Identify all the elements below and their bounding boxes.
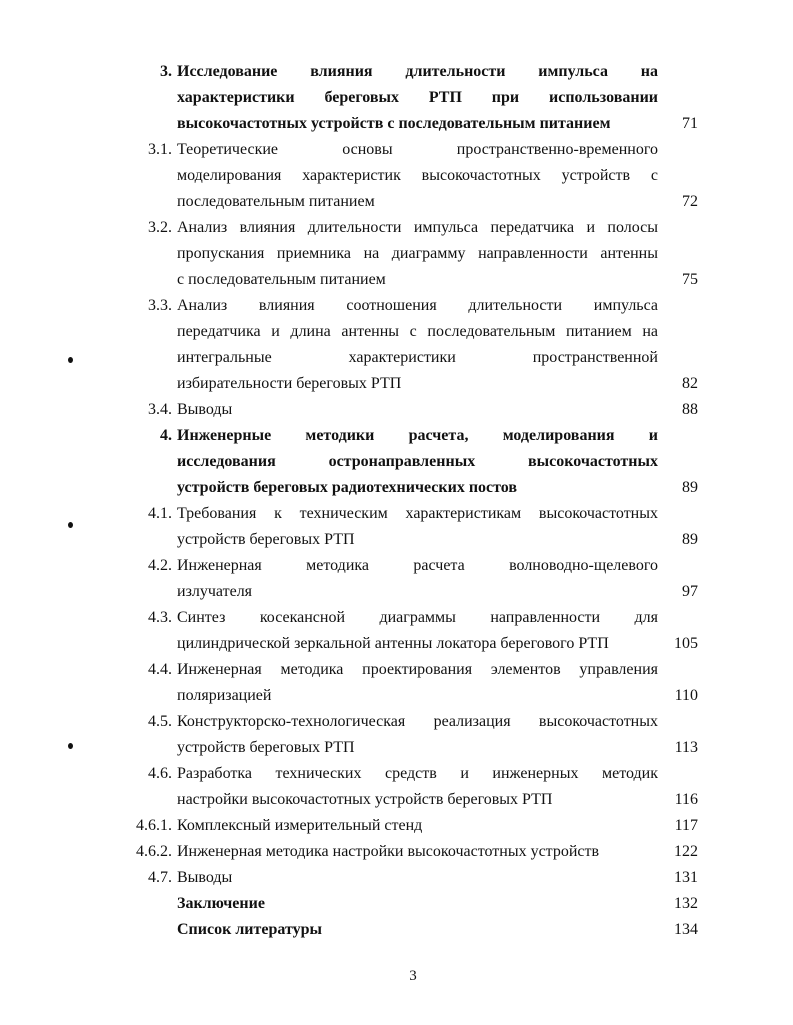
toc-entry-title	[177, 761, 658, 813]
toc-entry-line: устройств береговых РТП	[177, 739, 355, 756]
toc-entry-title	[177, 891, 658, 917]
toc-entry-title	[177, 293, 658, 397]
toc-entry-line: интегральные характеристики пространственной	[177, 349, 658, 366]
toc-entry-line: Конструкторско-технологическая реализация высокочастотных	[177, 713, 658, 730]
toc-entry-title	[177, 917, 658, 943]
toc-entry-line: Теоретические основы пространственно-временного	[177, 141, 658, 158]
toc-entry-number: 4.7.	[148, 869, 172, 886]
toc-entry-page: 132	[674, 895, 698, 912]
toc-entry-line: с последовательным питанием	[177, 271, 386, 288]
toc-entry-title	[177, 137, 658, 215]
toc-entry-line: Разработка технических средств и инженерных методик	[177, 765, 658, 782]
toc-entry-page: 72	[682, 193, 698, 210]
toc-entry-line: Требования к техническим характеристикам высокочастотных	[177, 505, 658, 522]
toc-entry-line: Инженерная методика проектирования элементов управления	[177, 661, 658, 678]
toc-entry-line: устройств береговых радиотехнических постов	[177, 479, 518, 496]
scan-mark	[68, 743, 73, 749]
toc-entry-line: моделирования характеристик высокочастотных устройств с	[177, 167, 658, 184]
page-number: 3	[409, 968, 417, 984]
toc-entry-line: поляризацией	[177, 687, 272, 704]
toc-entry-line: Комплексный измерительный стенд	[177, 817, 423, 834]
toc-entry-title	[177, 59, 658, 137]
toc-entry-line: передатчика и длина антенны с последовательным питанием на	[177, 323, 658, 340]
toc-entry-page: 134	[674, 921, 698, 938]
toc-entry-line: Анализ влияния длительности импульса передатчика и полосы	[177, 219, 658, 236]
toc-entry-line: устройств береговых РТП	[177, 531, 355, 548]
scan-mark	[68, 522, 73, 528]
toc-entry-number: 4.3.	[148, 609, 172, 626]
toc-entry-line: пропускания приемника на диаграмму направленности антенны	[177, 245, 658, 262]
toc-entry-title	[177, 813, 658, 839]
toc-entry-number: 3.	[160, 63, 172, 80]
toc-entry-title	[177, 839, 658, 865]
toc-entry-line: Выводы	[177, 869, 233, 886]
toc-entry-number: 4.5.	[148, 713, 172, 730]
toc-entry-number: 4.	[160, 427, 172, 444]
toc-entry-title	[177, 865, 658, 891]
toc-entry-number: 4.4.	[148, 661, 172, 678]
toc-entry-line: цилиндрической зеркальной антенны локатора берегового РТП	[177, 635, 609, 652]
toc-entry-line: Инженерная методика расчета волноводно-щелевого	[177, 557, 658, 574]
toc-entry-line: Заключение	[177, 895, 265, 912]
toc-entry-line: характеристики береговых РТП при использовании	[177, 89, 658, 106]
toc-entry-title	[177, 657, 658, 709]
toc-entry-line: Инженерная методика настройки высокочастотных устройств	[177, 843, 600, 860]
toc-entry-line: излучателя	[177, 583, 253, 600]
toc-entry-line: исследования остронаправленных высокочастотных	[177, 453, 658, 470]
toc-entry-title	[177, 501, 658, 553]
toc-entry-number: 3.3.	[148, 297, 172, 314]
toc-entry-line: Исследование влияния длительности импульса на	[177, 63, 658, 80]
toc-entry-line: Анализ влияния соотношения длительности импульса	[177, 297, 658, 314]
scan-mark	[68, 357, 73, 363]
toc-entry-title	[177, 709, 658, 761]
toc-entry-line: высокочастотных устройств с последовательным питанием	[177, 115, 611, 132]
toc-entry-page: 113	[674, 739, 698, 756]
toc-entry-page: 82	[682, 375, 698, 392]
toc-entry-number: 4.6.2.	[136, 843, 172, 860]
toc-entry-page: 89	[682, 531, 698, 548]
toc-entry-page: 117	[674, 817, 698, 834]
toc-entry-title	[177, 397, 658, 423]
toc-entry-line: Список литературы	[177, 921, 322, 938]
toc-entry-title	[177, 605, 658, 657]
toc-entry-line: избирательности береговых РТП	[177, 375, 402, 392]
toc-entry-page: 75	[682, 271, 698, 288]
toc-entry-title	[177, 423, 658, 501]
toc-entry-line: последовательным питанием	[177, 193, 375, 210]
toc-entry-page: 71	[682, 115, 698, 132]
toc-entry-page: 89	[682, 479, 698, 496]
toc-entry-line: настройки высокочастотных устройств береговых РТП	[177, 791, 553, 808]
toc-entry-line: Синтез косекансной диаграммы направленности для	[177, 609, 658, 626]
toc-entry-number: 3.2.	[148, 219, 172, 236]
toc-entry-page: 105	[674, 635, 698, 652]
toc-entry-line: Выводы	[177, 401, 233, 418]
toc-entry-page: 110	[674, 687, 698, 704]
toc-entry-number: 4.1.	[148, 505, 172, 522]
toc-entry-page: 116	[674, 791, 698, 808]
toc-entry-page: 97	[682, 583, 698, 600]
toc-entry-number: 4.6.	[148, 765, 172, 782]
toc-entry-page: 131	[674, 869, 698, 886]
toc-entry-number: 3.1.	[148, 141, 172, 158]
toc-entry-number: 4.6.1.	[136, 817, 172, 834]
toc-entry-title	[177, 215, 658, 293]
toc-entry-number: 4.2.	[148, 557, 172, 574]
toc-entry-line: Инженерные методики расчета, моделирования и	[177, 427, 658, 444]
toc-entry-page: 88	[682, 401, 698, 418]
toc-entry-title	[177, 553, 658, 605]
toc-entry-page: 122	[674, 843, 698, 860]
toc-entry-number: 3.4.	[148, 401, 172, 418]
